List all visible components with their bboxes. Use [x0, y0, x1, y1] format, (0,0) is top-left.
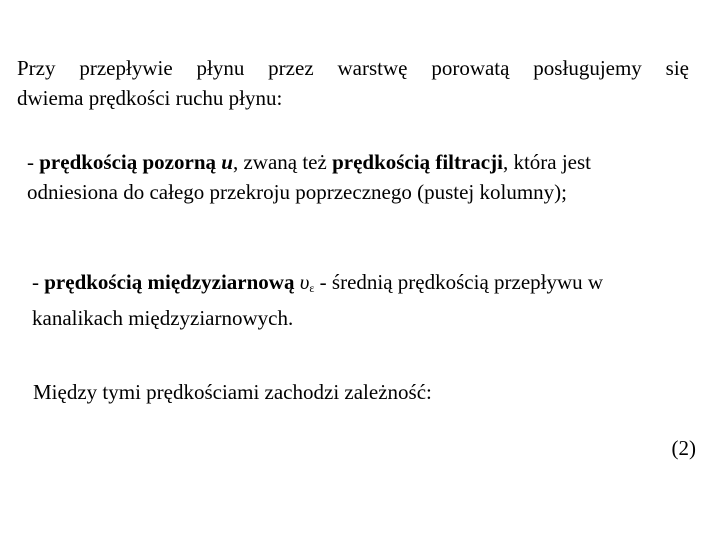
- symbol-epsilon-subscript: ε: [309, 281, 315, 295]
- definition-superficial-velocity: [27, 147, 667, 207]
- equation-number: (2): [671, 436, 696, 460]
- definition-text-3: - średnią prędkością przepływu w kanalikach międzyziarnowych.: [32, 270, 604, 330]
- bullet-dash: -: [27, 150, 40, 174]
- definition-text-1: , zwaną też: [232, 150, 333, 174]
- intro-line-2: dwiema prędkości ruchu płynu:: [17, 86, 283, 110]
- definition-text-2: , która jest odniesiona do całego przekroju poprzecznego (pustej kolumny);: [27, 150, 592, 204]
- symbol-upsilon: υ: [299, 270, 310, 294]
- symbol-u: u: [221, 150, 233, 174]
- intro-paragraph: [17, 53, 689, 113]
- intro-line-1: Przy przepływie płynu przez warstwę porowatą posługujemy się: [17, 56, 689, 80]
- term-interstitial-velocity: prędkością międzyziarnową: [44, 270, 295, 294]
- bullet-dash: -: [32, 270, 45, 294]
- definition-interstitial-velocity: [32, 267, 692, 333]
- term-filtration-velocity: prędkością filtracji: [332, 150, 503, 174]
- term-superficial-velocity: prędkością pozorną: [39, 150, 217, 174]
- relation-sentence: Między tymi prędkościami zachodzi zależność:: [33, 380, 432, 404]
